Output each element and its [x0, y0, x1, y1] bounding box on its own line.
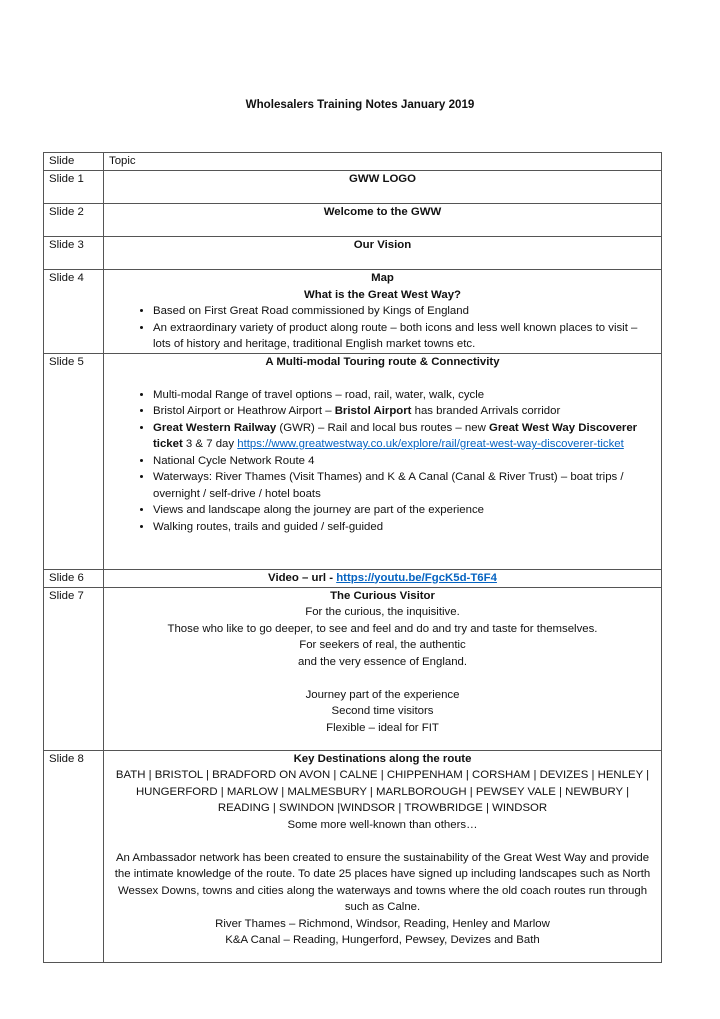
slide-label: Slide 4 [44, 270, 104, 354]
list-item: • Walking routes, trails and guided / self-guided [153, 519, 656, 536]
slide-4-subheading: What is the Great West Way? [304, 288, 461, 301]
video-link[interactable]: https://youtu.be/FgcK5d-T6F4 [336, 571, 497, 584]
slide-2-heading: Welcome to the GWW [104, 204, 662, 237]
text-line: River Thames – Richmond, Windsor, Reading, Henley and Marlow [215, 917, 550, 930]
text-line: Some more well-known than others… [287, 818, 478, 831]
discoverer-ticket-link[interactable]: https://www.greatwestway.co.uk/explore/rail/great-west-way-discoverer-ticket [237, 438, 624, 450]
table-row-slide-6 [44, 569, 662, 587]
header-slide-cell: Slide [44, 153, 104, 171]
slide-4-bullets [109, 303, 656, 353]
text: Bristol Airport or Heathrow Airport – [153, 405, 335, 417]
slide-label: Slide 2 [44, 204, 104, 237]
list-item: • Based on First Great Road commissioned by Kings of England [153, 303, 656, 320]
table-row-slide-4 [44, 270, 662, 354]
ambassador-paragraph: An Ambassador network has been created to ensure the sustainability of the Great West Way and provide the intimate knowledge of the route. To date 25 places have signed up including landscapes such as North Wessex Downs, towns and cities along the waterways and towns where the old coach routes run through such as Calne. [114, 851, 651, 913]
text-line: and the very essence of England. [297, 655, 468, 668]
header-topic-cell: Topic [104, 153, 662, 171]
slide-8-content [104, 750, 662, 962]
slide-6-content [104, 569, 662, 587]
slide-label: Slide 3 [44, 237, 104, 270]
text-line: Journey part of the experience [305, 688, 460, 701]
slide-label: Slide 7 [44, 587, 104, 750]
slide-4-heading: Map [371, 272, 394, 284]
table-row-slide-2 [44, 204, 662, 237]
list-item: • Views and landscape along the journey are part of the experience [153, 502, 656, 519]
video-url-label: Video – url - [268, 571, 337, 584]
table-row-slide-8 [44, 750, 662, 962]
table-row-slide-5 [44, 353, 662, 569]
text-line: Those who like to go deeper, to see and feel and do and try and taste for themselves. [167, 622, 598, 635]
text-bold: Bristol Airport [334, 405, 412, 417]
list-item: • National Cycle Network Route 4 [153, 453, 656, 470]
text-line: K&A Canal – Reading, Hungerford, Pewsey, Devizes and Bath [225, 934, 540, 946]
slide-3-heading: Our Vision [104, 237, 662, 270]
slide-1-heading: GWW LOGO [104, 171, 662, 204]
slide-label: Slide 1 [44, 171, 104, 204]
text-bold: Great West Way Discoverer ticket [153, 421, 638, 450]
text-line: For the curious, the inquisitive. [305, 606, 460, 618]
list-item: • Waterways: River Thames (Visit Thames) and K & A Canal (Canal & River Trust) – boat trips / overnight / self-drive / hotel boats [153, 469, 656, 502]
slide-7-content [104, 587, 662, 750]
slide-label: Slide 8 [44, 750, 104, 962]
slide-label: Slide 6 [44, 569, 104, 587]
list-item [153, 420, 656, 453]
document-title: Wholesalers Training Notes January 2019 [245, 98, 475, 111]
table-row-slide-3 [44, 237, 662, 270]
text-line: For seekers of real, the authentic [299, 639, 466, 651]
slide-8-heading: Key Destinations along the route [293, 752, 472, 765]
list-item: • Multi-modal Range of travel options – road, rail, water, walk, cycle [153, 387, 656, 404]
training-notes-table [43, 152, 662, 963]
slide-5-heading: A Multi-modal Touring route & Connectivity [265, 355, 500, 368]
text: (GWR) – Rail and local bus routes – new [276, 421, 489, 434]
destinations-list: BATH | BRISTOL | BRADFORD ON AVON | CALNE | CHIPPENHAM | CORSHAM | DEVIZES | HENLEY | HUNGERFORD | MARLOW | MALMESBURY | MARLBOROUGH | PEWSEY VALE | NEWBURY | READING | SWINDON |WINDSOR | TROWBRIDGE | WINDSOR [115, 769, 650, 814]
text-line: Second time visitors [331, 705, 434, 717]
text-line: Flexible – ideal for FIT [326, 721, 439, 734]
text: 3 & 7 day [182, 438, 238, 450]
slide-4-content [104, 270, 662, 354]
list-item [153, 403, 656, 420]
slide-label: Slide 5 [44, 353, 104, 569]
table-row-slide-1 [44, 171, 662, 204]
text: has branded Arrivals corridor [411, 405, 561, 417]
slide-5-content [104, 353, 662, 569]
list-item: • An extraordinary variety of product along route – both icons and less well known places to visit – lots of history and heritage, traditional English market towns etc. [153, 320, 656, 353]
table-header-row [44, 153, 662, 171]
table-row-slide-7 [44, 587, 662, 750]
slide-7-heading: The Curious Visitor [330, 589, 435, 602]
text-bold: Great Western Railway [153, 421, 277, 434]
slide-5-bullets [109, 387, 656, 536]
